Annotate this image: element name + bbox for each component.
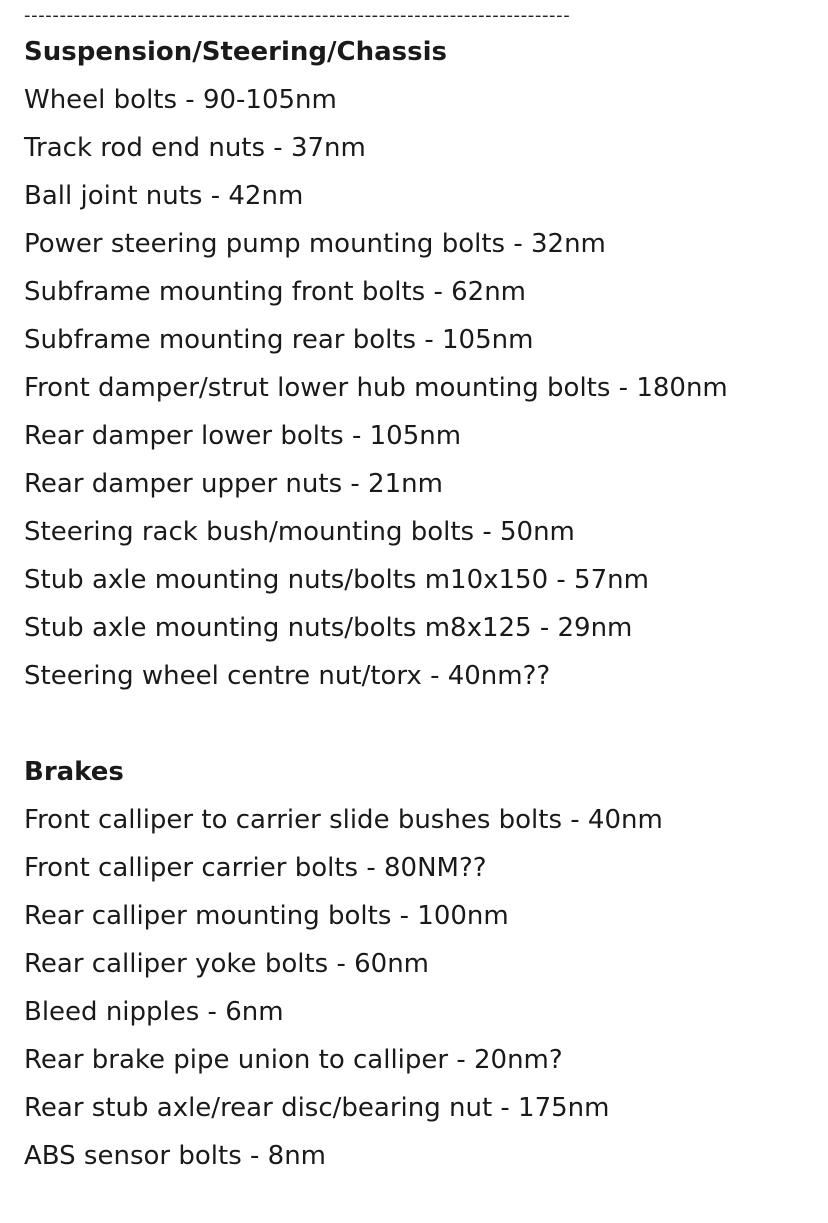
spec-line: Rear calliper yoke bolts - 60nm <box>24 949 429 979</box>
spec-line: Front damper/strut lower hub mounting bolts - 180nm <box>24 373 728 403</box>
spec-line: Track rod end nuts - 37nm <box>24 133 366 163</box>
spec-line: Power steering pump mounting bolts - 32nm <box>24 229 606 259</box>
spec-line: Stub axle mounting nuts/bolts m10x150 - 57nm <box>24 565 649 595</box>
dashed-divider: ----------------------------------------------------------------------------- <box>24 5 571 26</box>
spec-line: Rear brake pipe union to calliper - 20nm? <box>24 1045 563 1075</box>
spec-line: Wheel bolts - 90-105nm <box>24 85 337 115</box>
spec-line: Front calliper carrier bolts - 80NM?? <box>24 853 487 883</box>
torque-spec-document <box>24 0 814 1180</box>
spec-line: Front calliper to carrier slide bushes bolts - 40nm <box>24 805 663 835</box>
spec-line: Bleed nipples - 6nm <box>24 997 284 1027</box>
spec-line: Ball joint nuts - 42nm <box>24 181 304 211</box>
spec-line: ABS sensor bolts - 8nm <box>24 1141 326 1171</box>
section-spacer <box>24 700 814 748</box>
spec-line: Steering wheel centre nut/torx - 40nm?? <box>24 661 551 691</box>
spec-line: Rear damper upper nuts - 21nm <box>24 469 443 499</box>
spec-line: Steering rack bush/mounting bolts - 50nm <box>24 517 575 547</box>
section-heading-suspension: Suspension/Steering/Chassis <box>24 37 447 67</box>
spec-line: Subframe mounting front bolts - 62nm <box>24 277 526 307</box>
spec-line: Rear calliper mounting bolts - 100nm <box>24 901 509 931</box>
spec-line: Rear damper lower bolts - 105nm <box>24 421 462 451</box>
spec-line: Rear stub axle/rear disc/bearing nut - 175nm <box>24 1093 610 1123</box>
section-heading-brakes: Brakes <box>24 757 124 787</box>
spec-line: Subframe mounting rear bolts - 105nm <box>24 325 534 355</box>
spec-line: Stub axle mounting nuts/bolts m8x125 - 29nm <box>24 613 633 643</box>
section-suspension <box>24 28 814 700</box>
section-brakes <box>24 748 814 1180</box>
